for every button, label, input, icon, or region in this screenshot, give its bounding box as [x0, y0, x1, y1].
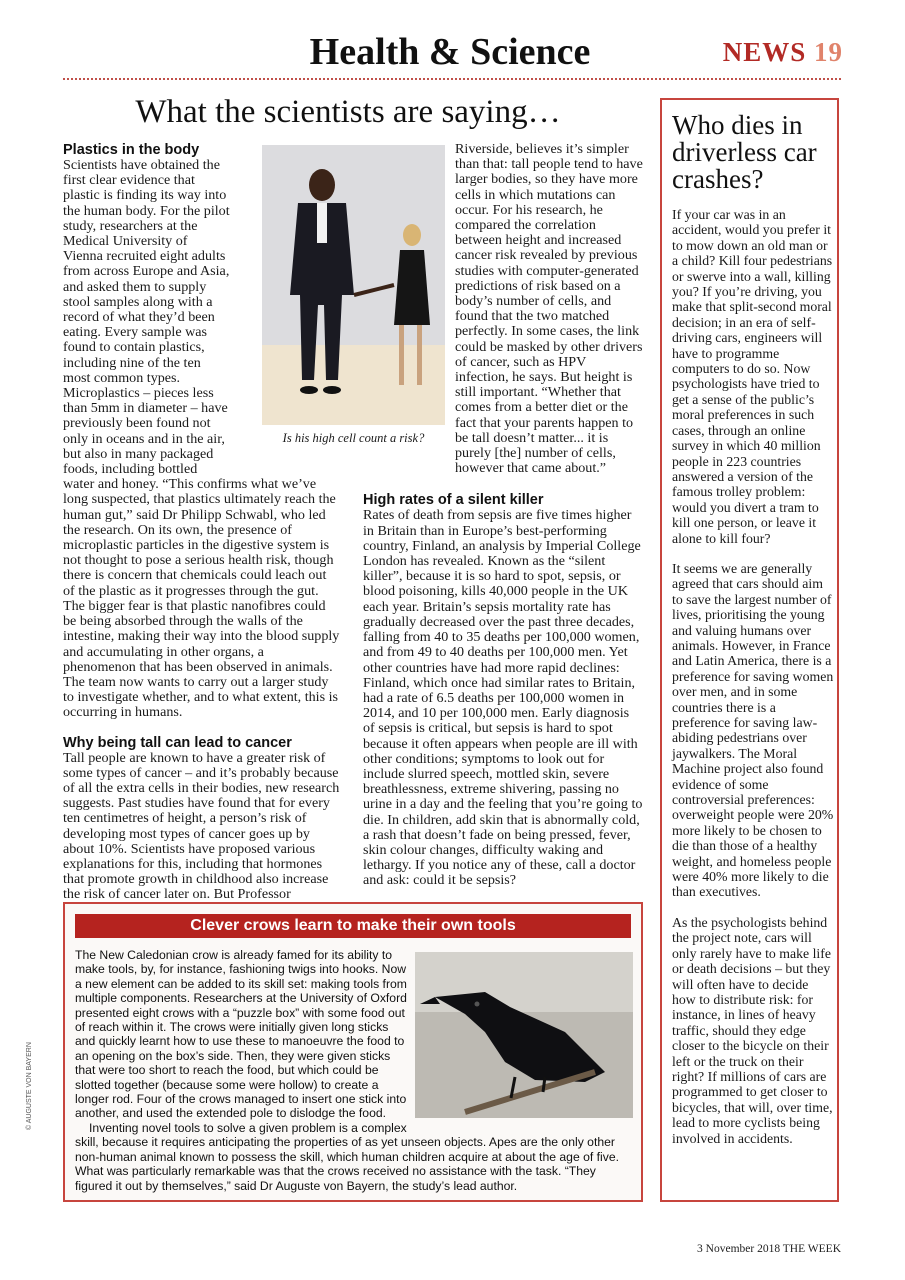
crows-box	[63, 902, 643, 1202]
crows-title: Clever crows learn to make their own tools	[75, 914, 631, 938]
issue-date: 3 November 2018	[697, 1243, 781, 1255]
photo-wrap-spacer-2	[363, 142, 455, 462]
plastics-title: Plastics in the body	[63, 142, 200, 158]
page-number: 19	[814, 37, 843, 67]
sidebar-para-2: It seems we are generally agreed that cars should aim to save the largest number of lives, prioritising the young and valuing humans over animals. However, in France and Latin America, there is a preference for saving women over men, and in some countries there is a preference for saving law-abiding pedestrians over jaywalkers. The Moral Machine project also found evidence of some controversial preferences: overweight people were 20% more likely to be chosen to die than those of a healthy weight, and homeless people were 40% more likely to die than executives.	[672, 560, 834, 900]
sepsis-body: Rates of death from sepsis are five times higher in Britain than in Europe’s best-performing country, Finland, an analysis by Imperial College London has revealed. Known as the “silent killer”, because it is so hard to spot, sepsis, or blood poisoning, kills 40,000 people in the UK each year. Britain’s sepsis mortality rate has gradually decreased over the past three decades, falling from 40 to 35 deaths per 100,000 women, and from 49 to 40 deaths per 100,000 men. Yet other countries have had more rapid declines: Finland, which once had similar rates to Britain, had a rate of 6.5 deaths per 100,000 women in 2014, and 10 per 100,000 men. Early diagnosis of sepsis is critical, but sepsis is hard to spot because it often appears when people are ill with other conditions; symptoms to look out for include slurred speech, mottled skin, severe breathlessness, extreme shivering, passing no urine in a day and the feeling that you’re going to die. In children, add skin that is abnormally cold, a rash that doesn’t fade on being pressed, fever, skin colour changes, difficulty waking and lethargy. If you notice any of these, call a doctor and ask: could it be sepsis?	[363, 507, 643, 889]
sidebar-para-3: As the psychologists behind the project note, cars will only rarely have to make life or death decisions – but they will often have to decide how to distribute risk: for instance, in lines of heavy traffic, should they edge closer to the bicycle on their left or the truck on their right? If millions of cars are programmed to get closer to bicycles, that will, over time, lead to more cyclists being involved in accidents.	[672, 914, 833, 1146]
section-title: Health & Science	[309, 31, 591, 73]
crows-para-2: Inventing novel tools to solve a given problem is a complex skill, because it requires anticipating the properties of as yet unseen objects. Apes are the only other non-human animal known to possess the skill, which human children acquire at about the age of five. What was particularly remarkable was that the crows received no assistance with the task. “They figured it out by themselves,” said Dr Auguste von Bayern, the study’s lead author.	[75, 1120, 620, 1193]
page-footer	[697, 1243, 841, 1255]
photo-caption: Is his high cell count a risk?	[282, 431, 425, 445]
news-label-text: NEWS	[722, 37, 807, 67]
sidebar-para-1: If your car was in an accident, would you prefer it to mow down an old man or a child? Kill four pedestrians or swerve into a wall, killing you? If you’re driving, you make that split-second moral decision; in an era of self-driving cars, engineers will have to programme computers to do so. Now psychologists have tried to get a sense of the public’s moral preferences in such cases, through an online survey in which 40 million people in 223 countries answered a version of the famous trolley problem: would you divert a tram to kill one person, or leave it alone to kill four?	[672, 207, 833, 546]
crow-photo-spacer	[411, 948, 633, 1124]
news-label	[723, 37, 843, 68]
article-column-middle	[363, 142, 643, 889]
publication-name: THE WEEK	[782, 1243, 841, 1255]
header-divider	[63, 78, 841, 80]
main-heading: What the scientists are saying…	[135, 94, 561, 130]
sidebar-heading: Who dies in driverless car crashes?	[672, 110, 817, 194]
plastics-body: Scientists have obtained the first clear evidence that plastic is finding its way into the human body. For the pilot study, researchers at the Medical University of Vienna recruited eight adults from across Europe and Asia, and asked them to supply stool samples along with a record of what they’d been eating. Every sample was found to contain plastics, including nine of the ten most common types. Microplastics – pieces less than 5mm in diameter – have previously been found not only in oceans and in the air, but also in many packaged foods, including bottled water and honey. “This confirms what we’ve long suspected, that plastics ultimately reach the human gut,” said Dr Philipp Schwabl, who led the research. On its own, the presence of microplastic particles in the digestive system is not thought to pose a serious health risk, though there is concern that chemicals could leach out of the plastic as it progresses through the gut. The bigger fear is that plastic nanofibres could be being absorbed through the walls of the intestine, making their way into the blood supply and accumulating in other organs, a phenomenon that has been observed in animals. The team now wants to carry out a larger study to investigate whether, and to what extent, this is occurring in humans.	[63, 157, 340, 721]
crows-para-1: The New Caledonian crow is already famed for its ability to make tools, by, for instance, fashioning twigs into hooks. Now a new element can be added to its skill set: making tools from multiple components. Researchers at the University of Oxford presented eight crows with a “puzzle box” with some food out of reach within it. The crows were initially given long sticks and quickly learnt how to use these to manoeuvre the food to an opening on the box’s side. Then, they were given sticks that were too short to reach the food, but which could be slotted together (because some were hollow) to create a longer rod. Four of the crows managed to insert one stick into another, and used the extended pole to dislodge the food.	[75, 948, 407, 1121]
tall-title: Why being tall can lead to cancer	[63, 734, 292, 751]
tall-body: Tall people are known to have a greater risk of some types of cancer – and it’s probably because of all the extra cells in their bodies, new research suggests. Past studies have found that for every ten centimetres of height, a person’s risk of developing most types of cancer goes up by about 10%. Scientists have proposed various explanations for this, including that hormones that promote growth in childhood also increase the risk of cancer later on. But Professor	[63, 749, 340, 903]
sepsis-title: High rates of a silent killer	[363, 492, 544, 509]
driverless-sidebar	[660, 98, 839, 1202]
tall-body-continued: Riverside, believes it’s simpler than that: tall people tend to have larger bodies, so they have more cells in which mutations can occur. For his research, he compared the correlation between height and increased cancer risk revealed by previous studies with computer-generated predictions of risk based on a body’s number of cells, and found that the two matched perfectly. In some cases, the link could be masked by other drivers of cancer, such as HPV infection, he says. But height is still important. “Whether that comes from a better diet or the fact that your parents happen to be tall doesn’t matter... it is purely [the] number of cells, however that came about.”	[455, 141, 643, 477]
photo-credit: © AUGUSTE VON BAYERN	[26, 1042, 33, 1130]
